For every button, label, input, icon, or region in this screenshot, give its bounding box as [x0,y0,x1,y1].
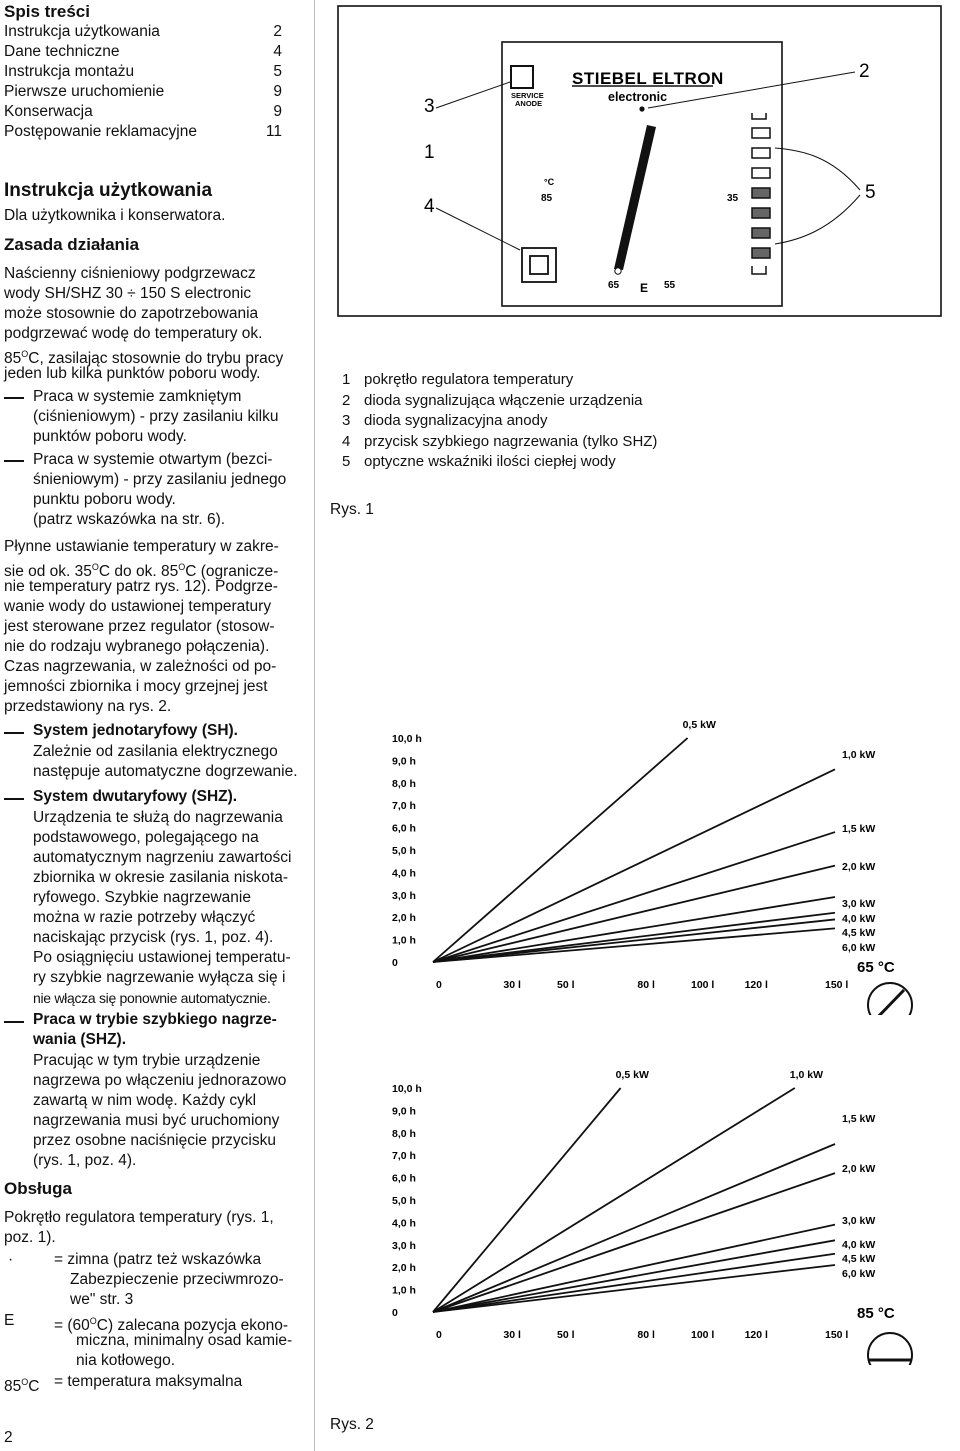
x-tick-label: 120 l [744,979,768,991]
zasada-line: może stosownie do zapotrzebowania [4,305,259,322]
cup-icon [752,266,766,274]
def-part: = (60 [54,1317,90,1334]
y-tick-label: 8,0 h [392,1127,416,1140]
shz-title: System dwutaryfowy (SHZ). [33,788,238,805]
y-tick-label: 10,0 h [392,1083,422,1095]
legend-item [342,452,657,473]
series-line [433,866,835,962]
deg-sup: O [91,562,99,572]
scale-e: E [640,281,649,295]
dash-bullet [4,798,24,800]
fast-line: (rys. 1, poz. 4). [33,1152,137,1169]
x-tick-label: 150 l [825,1329,849,1341]
p2-line: jemności zbiornika i mocy grzejnej jest [4,678,268,695]
power-led [639,106,644,111]
legend-item [342,370,657,391]
y-tick-label: 3,0 h [392,889,416,902]
y-tick-label: 6,0 h [392,1172,416,1185]
fig2-caption: Rys. 2 [330,1416,374,1433]
dash-bullet [4,1021,24,1023]
series-label: 2,0 kW [842,861,876,873]
legend-text: dioda sygnalizująca włączenie urządzenia [364,391,643,409]
legend-text: optyczne wskaźniki ilości ciepłej wody [364,453,616,470]
zasada-line: wody SH/SHZ 30 ÷ 150 S electronic [4,285,252,302]
section-subtitle: Dla użytkownika i konserwatora. [4,207,226,224]
series-label: 4,0 kW [842,913,876,925]
fast-title: Praca w trybie szybkiego nagrze- [33,1011,277,1028]
x-tick-label: 80 l [637,979,655,991]
y-tick-label: 7,0 h [392,800,416,813]
legend-item [342,432,657,453]
p2-line: Czas nagrzewania, w zależności od po- [4,658,277,675]
legend-item [342,411,657,432]
series-label: 4,5 kW [842,927,876,939]
def-line: = temperatura maksymalna [54,1373,243,1390]
legend-num: 1 [342,371,351,388]
quick-heat-button[interactable] [522,248,556,282]
x-tick-label: 150 l [825,979,849,991]
series-label: 4,5 kW [842,1253,876,1265]
sh-line: Zależnie od zasilania elektrycznego [33,743,278,760]
def-key: E [4,1312,15,1329]
y-tick-label: 7,0 h [392,1150,416,1163]
fig1-legend [342,370,657,473]
y-tick-label: 9,0 h [392,755,416,768]
dial-pointer-icon [614,125,656,270]
series-label: 1,0 kW [842,749,876,761]
dial-pointer-tip [615,268,621,274]
series-label: 1,0 kW [789,1069,824,1081]
toc-item-label: Dane techniczne [4,43,120,60]
service-anode-led [511,66,533,88]
chart-title: 65 °C [857,959,895,976]
toc-item[interactable] [4,22,282,42]
toc-item[interactable] [4,42,282,62]
x-tick-label: 30 l [503,1329,521,1341]
y-tick-label: 0 [392,957,398,969]
def-line: = zimna (patrz też wskazówka [54,1251,262,1268]
fig1-caption: Rys. 1 [330,501,374,518]
bullet-line: (patrz wskazówka na str. 6). [33,511,226,528]
zasada-line: Naścienny ciśnieniowy podgrzewacz [4,265,256,282]
toc-item[interactable] [4,62,282,82]
toc-item-page: 4 [273,43,282,60]
dial-circle [868,983,912,1015]
bullet-line: Praca w systemie otwartym (bezci- [33,451,273,468]
series-label: 0,5 kW [615,1069,649,1081]
brand-sub: electronic [608,90,668,104]
deg-value: 85 [4,350,22,367]
y-tick-label: 4,0 h [392,867,416,880]
indicator-led [752,208,770,218]
indicator-led [752,228,770,238]
service-text: ANODE [515,99,543,108]
legend-num: 2 [342,391,351,409]
toc-item-label: Instrukcja użytkowania [4,23,160,40]
p2-part: C (ogranicze- [185,563,279,580]
toc-item[interactable] [4,82,282,102]
shz-line: podstawowego, polegającego na [33,829,259,846]
dash-bullet [4,397,24,399]
legend-num: 3 [342,412,351,429]
toc-item[interactable] [4,102,282,122]
obsluga-line: Pokrętło regulatora temperatury (rys. 1, [4,1209,274,1226]
p2-part: sie od ok. 35 [4,563,92,580]
series-line [433,1088,621,1312]
series-line [433,897,835,962]
x-tick-label: 80 l [637,1329,655,1341]
unit-label: °C [544,177,555,187]
bullet-line: punktu poboru wody. [33,491,176,508]
section-title: Instrukcja użytkowania [4,180,213,201]
fast-line: przez osobne naciśnięcie przycisku [33,1132,276,1149]
def-line: Zabezpieczenie przeciwmrozo- [70,1271,284,1288]
series-label: 4,0 kW [842,1239,876,1251]
def-part: C [28,1378,40,1395]
fast-line: zawartą w nim wodę. Każdy cykl [33,1092,257,1109]
shz-line: można w razie potrzeby włączyć [33,909,256,926]
x-tick-label: 30 l [503,979,521,991]
def-part: C) zalecana pozycja ekono- [96,1317,289,1334]
x-tick-label: 100 l [691,979,715,991]
heating-time-chart-65 [330,710,960,1015]
toc-title: Spis treści [4,2,90,21]
shz-line: zbiornika w okresie zasilania niskota- [33,869,289,886]
series-line [433,913,835,962]
toc-item-page: 9 [273,83,282,100]
zasada-title: Zasada działania [4,235,140,254]
series-line [433,1173,835,1312]
callout-5: 5 [865,182,876,203]
toc-item-label: Postępowanie reklamacyjne [4,123,197,140]
shz-line: nie włącza się ponownie automatycznie. [33,990,271,1006]
fast-line: nagrzewa po włączeniu jednorazowo [33,1072,287,1089]
indicator-led [752,168,770,178]
y-tick-label: 5,0 h [392,1195,416,1207]
chart-title: 85 °C [857,1305,895,1322]
series-label: 2,0 kW [842,1163,876,1175]
toc-item-label: Pierwsze uruchomienie [4,83,165,100]
shz-line: ry szybkie nagrzewanie wyłącza się i [33,969,286,986]
sh-title: System jednotaryfowy (SH). [33,722,238,739]
hot-water-indicators [752,113,770,274]
bullet-line: punktów poboru wody. [33,428,187,445]
indicator-led [752,188,770,198]
shz-line: Po osiągnięciu ustawionej temperatu- [33,949,291,966]
p2-line: wanie wody do ustawionej temperatury [4,598,272,615]
def-part: 85 [4,1378,22,1395]
callout-4: 4 [424,196,435,217]
series-label: 0,5 kW [682,719,716,731]
callout-1: 1 [424,142,435,163]
def-key: · [8,1251,14,1268]
deg-sup: O [21,1377,29,1387]
thermostat-dial-icon [868,983,912,1015]
x-tick-label: 120 l [744,1329,768,1341]
legend-text: dioda sygnalizacyjna anody [364,412,548,429]
fast-title: wania (SHZ). [33,1031,127,1048]
series-line [433,1240,835,1312]
p2-line: nie temperatury patrz rys. 12). Podgrze- [4,578,278,595]
series-label: 1,5 kW [842,823,876,835]
y-tick-label: 8,0 h [392,777,416,790]
series-line [433,1265,835,1312]
y-tick-label: 5,0 h [392,845,416,857]
def-key [4,1372,39,1397]
x-tick-label: 50 l [557,1329,575,1341]
fast-line: nagrzewania musi być uruchomiony [33,1112,280,1129]
toc-item-label: Konserwacja [4,103,93,120]
bullet-line: (ciśnieniowym) - przy zasilaniu kilku [33,408,279,425]
series-label: 3,0 kW [842,898,876,910]
series-line [433,919,835,962]
service-text: SERVICE [511,91,544,100]
toc-item-page: 11 [265,123,282,140]
zasada-line: jeden lub kilka punktów poboru wody. [4,365,261,382]
p2-line: nie do rodzaju wybranego połączenia). [4,638,270,655]
legend-text: przycisk szybkiego nagrzewania (tylko SHZ) [364,432,658,450]
x-tick-label: 50 l [557,979,575,991]
deg-sup: O [21,349,29,359]
p2-line: Płynne ustawianie temperatury w zakre- [4,538,279,555]
y-tick-label: 6,0 h [392,822,416,835]
y-tick-label: 1,0 h [392,934,416,947]
indicator-led [752,128,770,138]
series-line [433,832,835,962]
y-tick-label: 3,0 h [392,1239,416,1252]
toc-item[interactable] [4,122,282,142]
p2-line: przedstawiony na rys. 2. [4,698,172,715]
legend-item [342,391,657,412]
shz-line: naciskając przycisk (rys. 1, poz. 4). [33,929,274,946]
y-tick-label: 10,0 h [392,733,422,745]
series-line [433,1225,835,1312]
series-label: 6,0 kW [842,1268,876,1280]
y-tick-label: 1,0 h [392,1284,416,1297]
indicator-led [752,148,770,158]
deg-sup: O [89,1316,97,1326]
series-line [433,1254,835,1312]
y-tick-label: 2,0 h [392,912,416,925]
def-line: miczna, minimalny osad kamie- [76,1332,293,1349]
scale-85: 85 [541,193,553,204]
quick-heat-button-inner [530,256,548,274]
series-label: 1,5 kW [842,1113,876,1125]
brand-logo: STIEBEL ELTRON [572,69,724,88]
callout-3: 3 [424,96,435,117]
shz-line: Urządzenia te służą do nagrzewania [33,809,283,826]
def-line: nia kotłowego. [76,1352,176,1369]
p2-part: C do ok. 85 [98,563,179,580]
x-tick-label: 0 [436,1329,442,1341]
cup-icon [752,113,766,119]
deg-sup: O [178,562,186,572]
scale-35: 35 [727,193,739,204]
obsluga-title: Obsługa [4,1179,73,1198]
toc-item-page: 2 [273,23,282,40]
zasada-line: podgrzewać wodę do temperatury ok. [4,325,263,342]
series-label: 6,0 kW [842,942,876,954]
heating-time-chart-85 [330,1060,960,1365]
dial-pointer [875,990,904,1015]
scale-65: 65 [608,280,620,291]
legend-text: pokrętło regulatora temperatury [364,371,574,388]
obsluga-line: poz. 1). [4,1229,56,1246]
x-tick-label: 100 l [691,1329,715,1341]
fast-line: Pracując w tym trybie urządzenie [33,1052,261,1069]
shz-line: ryfowego. Szybkie nagrzewanie [33,889,251,906]
toc-item-label: Instrukcja montażu [4,63,135,80]
column-divider [314,0,315,1451]
y-tick-label: 9,0 h [392,1105,416,1118]
x-tick-label: 0 [436,979,442,991]
shz-line: automatycznym nagrzeniu zawartości [33,849,292,866]
y-tick-label: 0 [392,1307,398,1319]
series-line [433,738,688,962]
bullet-line: śnieniowym) - przy zasilaniu jednego [33,471,287,488]
figure-1-control-panel [320,0,960,330]
series-line [433,1088,795,1312]
thermostat-dial-icon [868,1333,912,1365]
legend-num: 4 [342,432,351,450]
series-line [433,1144,835,1312]
toc-item-page: 9 [273,103,282,120]
scale-55: 55 [664,280,676,291]
page-number: 2 [4,1429,13,1446]
dash-bullet [4,732,24,734]
y-tick-label: 4,0 h [392,1217,416,1230]
deg-rest: C, zasilając stosownie do trybu pracy [28,350,284,367]
def-line: we" str. 3 [70,1291,134,1308]
dash-bullet [4,460,24,462]
p2-line: jest sterowane przez regulator (stosow- [4,618,275,635]
toc-item-page: 5 [273,63,282,80]
legend-num: 5 [342,453,351,470]
bullet-line: Praca w systemie zamkniętym [33,388,242,405]
y-tick-label: 2,0 h [392,1262,416,1275]
indicator-led [752,248,770,258]
callout-2: 2 [859,61,870,82]
sh-line: następuje automatyczne dogrzewanie. [33,763,298,780]
series-label: 3,0 kW [842,1215,876,1227]
